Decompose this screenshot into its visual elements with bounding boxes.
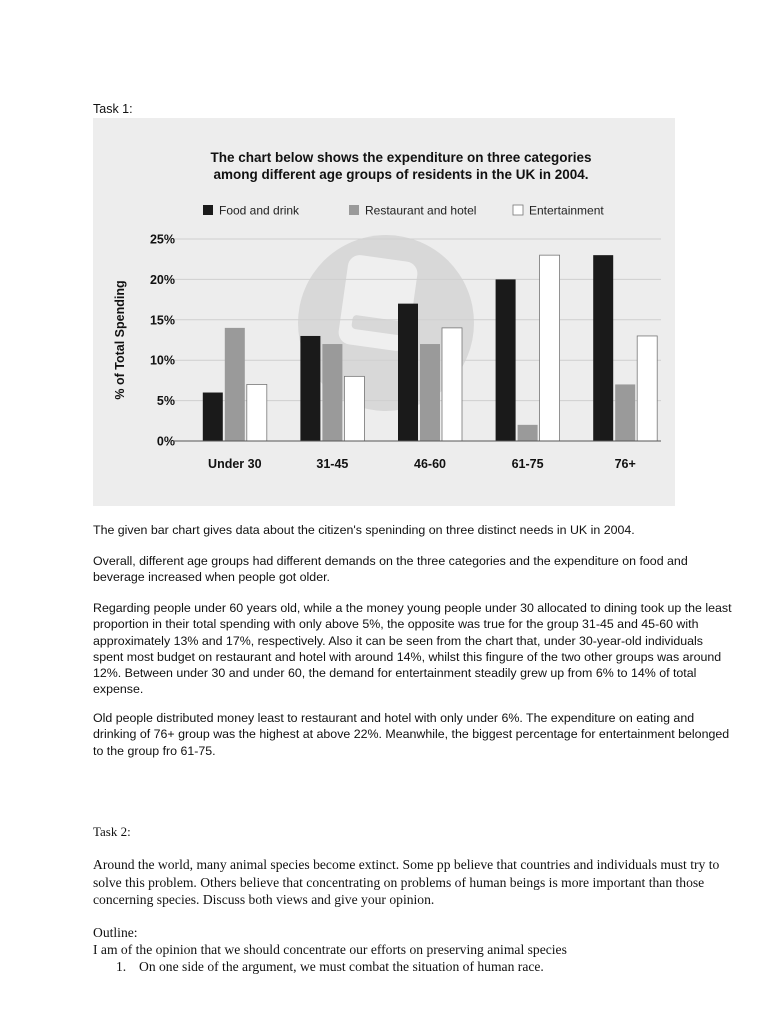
task1-paragraph-2: Overall, different age groups had different demands on the three categories and the expenditure on food and beverage increased when people got older. <box>93 554 688 585</box>
bar <box>540 255 560 441</box>
chart-title-line-2: among different age groups of residents in the UK in 2004. <box>213 167 589 182</box>
y-tick-label: 5% <box>156 394 175 409</box>
y-tick-label: 25% <box>149 232 175 247</box>
outline-item-number: 1. <box>116 959 127 974</box>
outline-intro: I am of the opinion that we should concentrate our efforts on preserving animal species <box>93 942 567 957</box>
bar <box>300 336 320 441</box>
legend-label: Entertainment <box>529 203 604 218</box>
legend-label: Restaurant and hotel <box>365 203 477 218</box>
task2-prompt: Around the world, many animal species become extinct. Some pp believe that countries and individuals must try to solve this problem. Others believe that concentrating on problems of human beings is more important than those concerning species. Discuss both views and give your opinion. <box>93 857 720 907</box>
task1-paragraph-3: Regarding people under 60 years old, while a the money young people under 30 allocated to dining took up the least proportion in their total spending with only above 5%, the opposite was true for the group 31-45 and 45-60 with approximately 13% and 17%, respectively. Also it can be seen from the chart that, under 30-year-old individuals spent most budget on restaurant and hotel with around 14%, whilst this fingure of the two other groups was around 12%. Between under 30 and under 60, the demand for entertainment steadily grew up from 6% to 14% of total expense. <box>93 601 732 697</box>
bar <box>420 344 440 441</box>
x-tick-label: 31-45 <box>316 457 349 471</box>
task2-heading: Task 2: <box>93 824 131 839</box>
bar <box>593 255 613 441</box>
bar <box>637 336 657 441</box>
bar <box>344 376 364 441</box>
y-tick-label: 15% <box>149 313 175 328</box>
legend-swatch <box>349 205 359 215</box>
bar <box>203 393 223 441</box>
y-tick-label: 0% <box>156 434 175 449</box>
bar <box>398 304 418 441</box>
y-axis-label: % of Total Spending <box>113 280 127 400</box>
legend-swatch <box>203 205 213 215</box>
legend-label: Food and drink <box>219 203 300 218</box>
x-tick-label: 46-60 <box>414 457 446 471</box>
task1-heading: Task 1: <box>93 102 133 116</box>
bar <box>496 279 516 441</box>
bar <box>247 384 267 441</box>
outline-item-text: On one side of the argument, we must combat the situation of human race. <box>139 959 544 974</box>
task1-paragraph-1: The given bar chart gives data about the citizen's speninding on three distinct needs in UK in 2004. <box>93 523 635 537</box>
outline-item <box>116 959 544 975</box>
y-axis-ticks <box>150 233 175 449</box>
x-tick-label: Under 30 <box>208 457 262 471</box>
y-tick-label: 10% <box>149 353 175 368</box>
bar <box>322 344 342 441</box>
legend-swatch <box>513 205 523 215</box>
x-axis-ticks <box>208 457 636 471</box>
bar <box>518 425 538 441</box>
bar-chart <box>93 118 675 506</box>
chart-title-line-1: The chart below shows the expenditure on three categories <box>210 150 592 165</box>
bar <box>615 384 635 441</box>
task1-paragraph-4: Old people distributed money least to restaurant and hotel with only under 6%. The expenditure on eating and drinking of 76+ group was the highest at above 22%. Meanwhile, the biggest percentage for entertainment belonged to the group fro 61-75. <box>93 711 730 758</box>
bar <box>225 328 245 441</box>
bar <box>442 328 462 441</box>
y-tick-label: 20% <box>149 272 175 287</box>
chart-figure <box>93 118 675 506</box>
x-tick-label: 76+ <box>614 457 636 471</box>
chart-legend <box>203 204 604 218</box>
outline-label: Outline: <box>93 925 138 940</box>
x-tick-label: 61-75 <box>511 457 544 471</box>
